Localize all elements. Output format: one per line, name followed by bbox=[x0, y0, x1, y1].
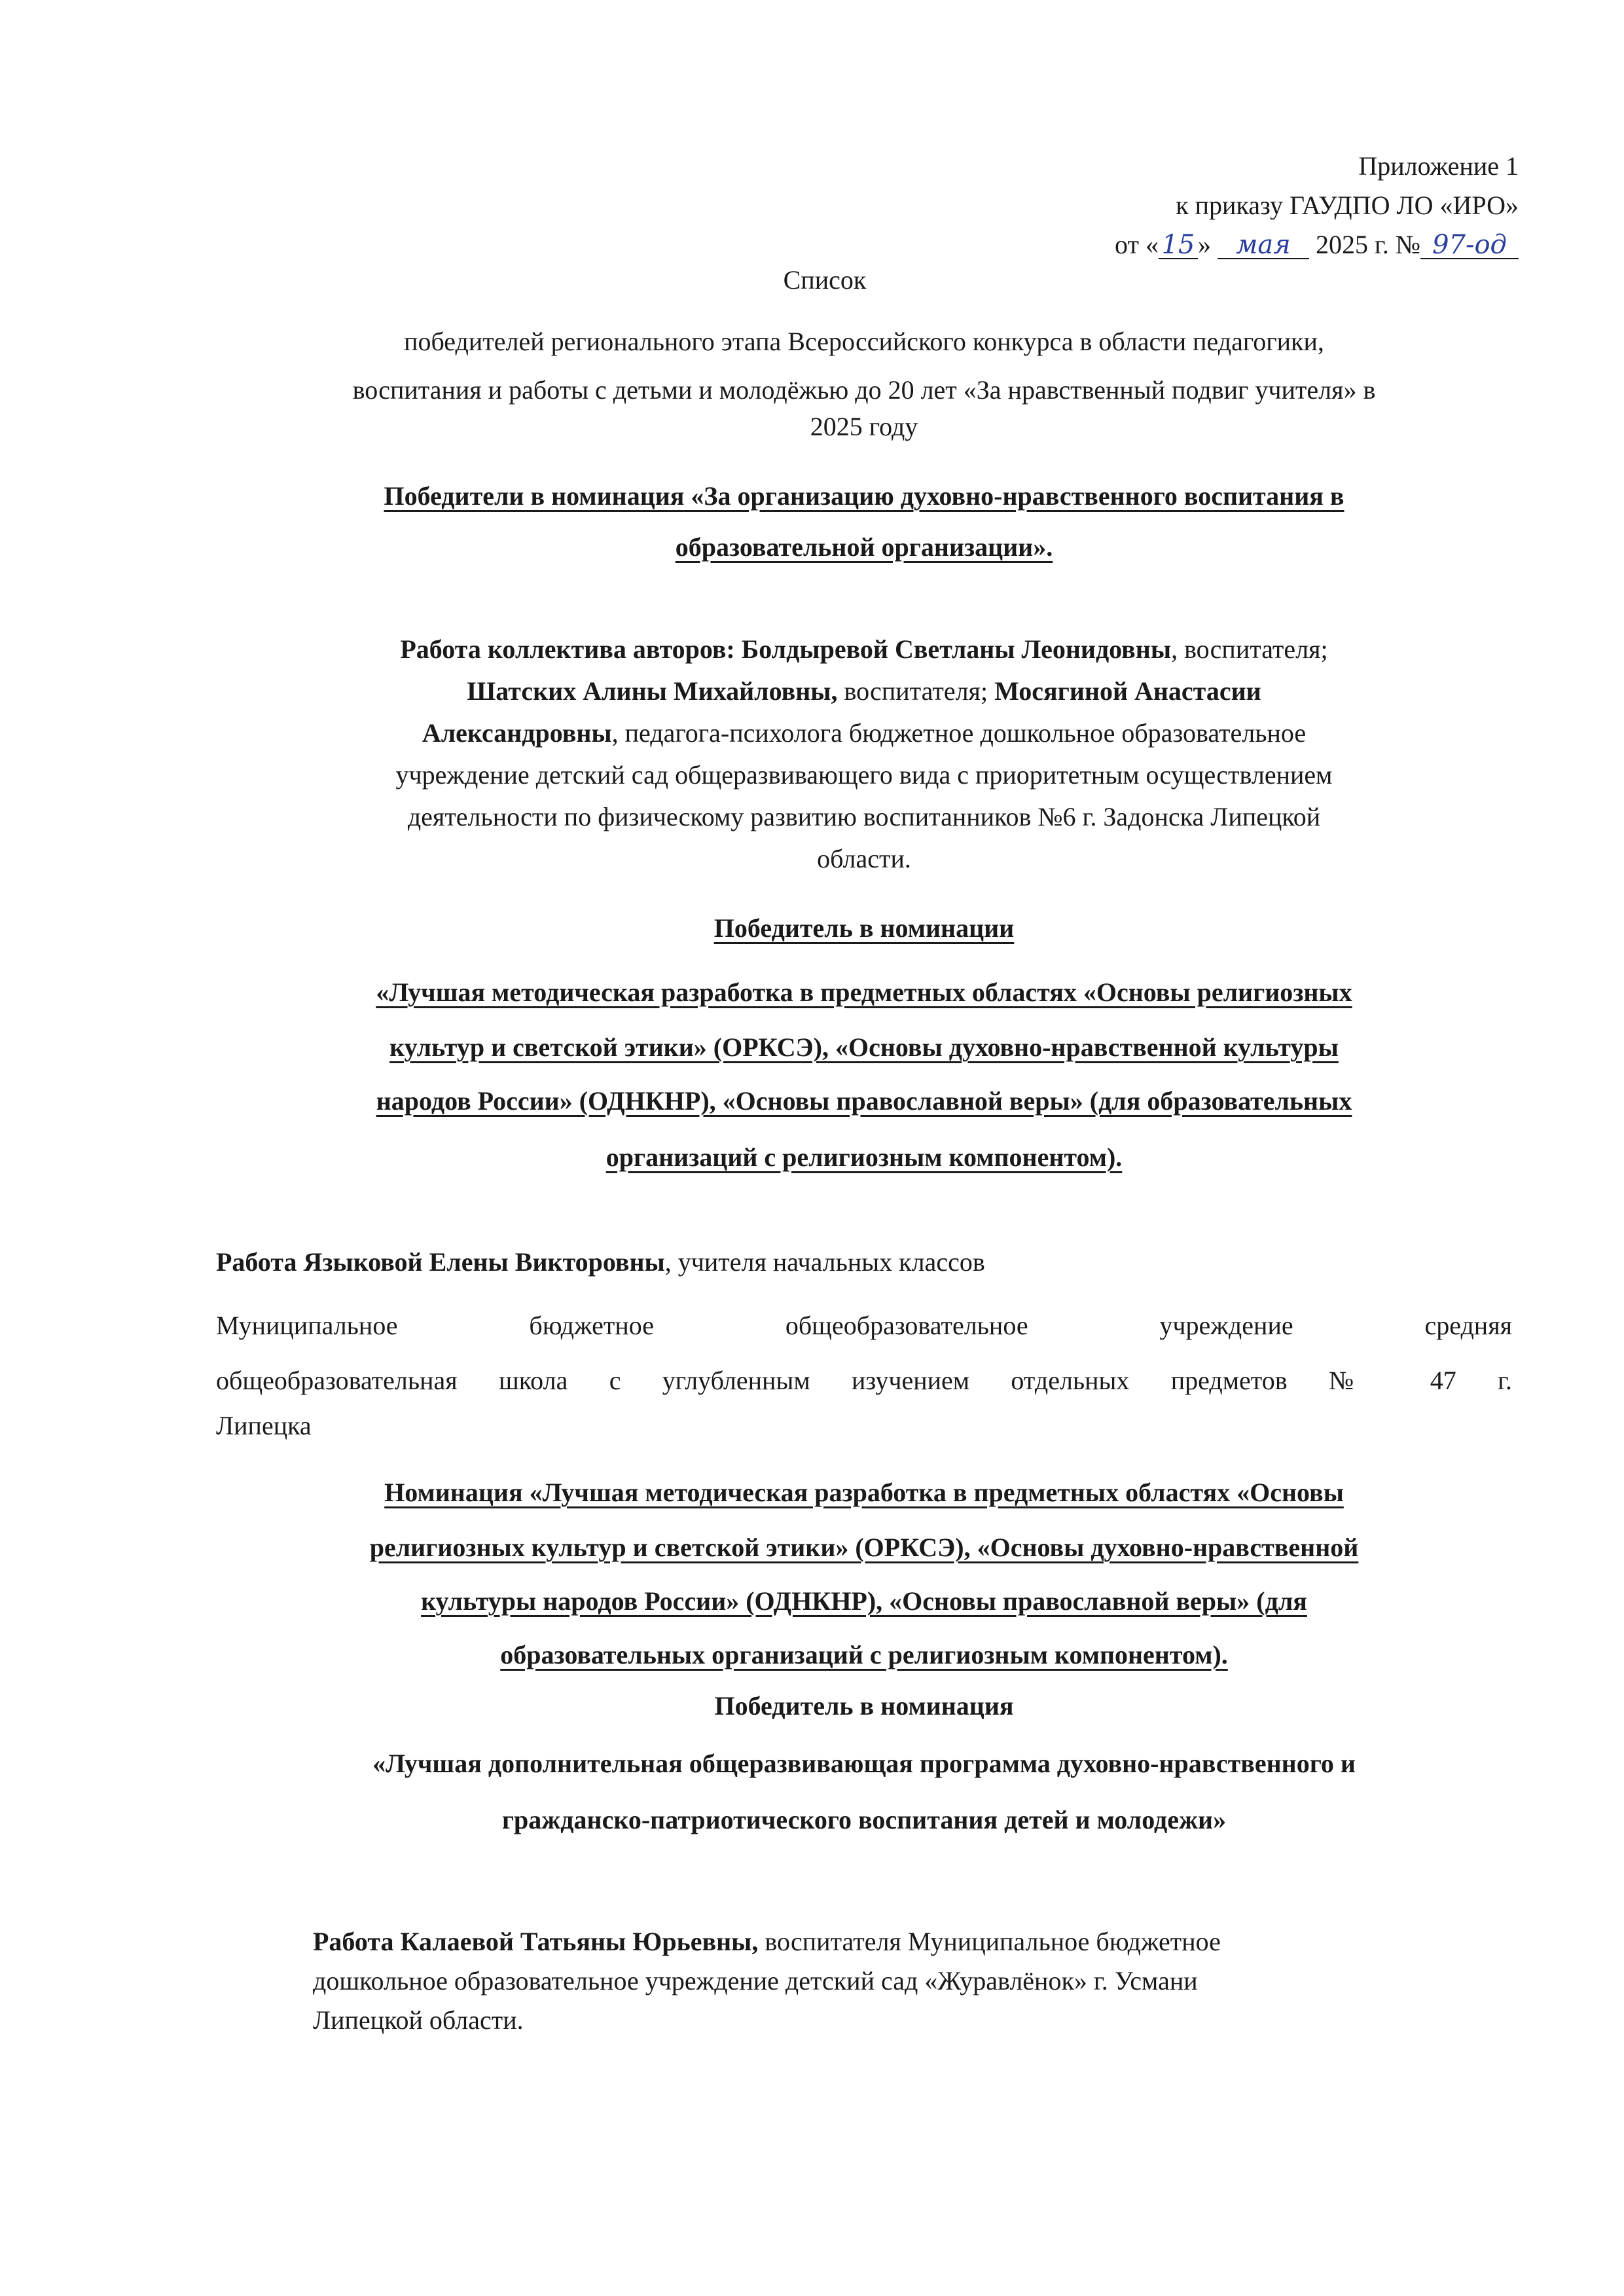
section1-entry-line-6: области. bbox=[817, 844, 911, 873]
section4-heading-line-3: гражданско-патриотического воспитания детей и молодежи» bbox=[501, 1805, 1227, 1834]
date-month-field bbox=[1218, 232, 1309, 259]
subtitle-line-3: 2025 году bbox=[810, 412, 918, 441]
section2-heading-line-3: культур и светской этики» (ОРКСЭ), «Основы духовно-нравственной культуры bbox=[389, 1032, 1339, 1062]
subtitle-line-2: воспитания и работы с детьми и молодёжью до 20 лет «За нравственный подвиг учителя» в bbox=[352, 375, 1376, 405]
section2-heading-line-5: организаций с религиозным компонентом). bbox=[605, 1142, 1123, 1172]
list-title: Список bbox=[783, 265, 867, 295]
section2-entry-line-1: Работа Языковой Елены Викторовны, учителя начальных классов bbox=[216, 1247, 985, 1277]
section2-entry-line-4: Липецка bbox=[216, 1411, 312, 1440]
section1-entry-line-4: учреждение детский сад общеразвивающего вида с приоритетным осуществлением bbox=[395, 760, 1333, 790]
section1-heading-line-2: образовательной организации». bbox=[675, 532, 1053, 562]
section4-entry-line-2: дошкольное образовательное учреждение детский сад «Журавлёнок» г. Усмани bbox=[313, 1966, 1198, 1995]
section4-heading-line-1: Победитель в номинация bbox=[714, 1691, 1014, 1721]
handwritten-number: 97-од bbox=[1432, 230, 1507, 260]
section1-entry-line-1: Работа коллектива авторов: Болдыревой Светланы Леонидовны, воспитателя; bbox=[400, 634, 1328, 664]
date-year: 2025 г. № bbox=[1315, 230, 1420, 259]
section1-heading-line-1: Победители в номинация «За организацию духовно-нравственного воспитания в bbox=[384, 481, 1344, 511]
section1-entry-line-5: деятельности по физическому развитию воспитанников №6 г. Задонска Липецкой bbox=[407, 802, 1321, 831]
section2-entry-line-3: общеобразовательная школа с углубленным изучением отдельных предметов № 47 г. bbox=[216, 1366, 1512, 1395]
date-prefix: от « bbox=[1114, 230, 1159, 259]
section1-entry-line-3: Александровны, педагога-психолога бюджетное дошкольное образовательное bbox=[422, 718, 1307, 748]
subtitle-line-1: победителей регионального этапа Всероссийского конкурса в области педагогики, bbox=[404, 327, 1324, 356]
order-number-field bbox=[1420, 232, 1519, 259]
handwritten-month: мая bbox=[1236, 230, 1291, 260]
date-day-field bbox=[1159, 232, 1198, 259]
date-mid: » bbox=[1197, 230, 1211, 259]
section1-entry-line-2: Шатских Алины Михайловны, воспитателя; Мосягиной Анастасии bbox=[467, 676, 1261, 706]
section4-entry-line-1: Работа Калаевой Татьяны Юрьевны, воспитателя Муниципальное бюджетное bbox=[313, 1927, 1221, 1956]
section3-heading-line-3: культуры народов России» (ОДНКНР), «Основы православной веры» (для bbox=[421, 1586, 1307, 1616]
section3-heading-line-2: религиозных культур и светской этики» (ОРКСЭ), «Основы духовно-нравственной bbox=[369, 1533, 1359, 1562]
section3-heading-line-4: образовательных организаций с религиозным компонентом). bbox=[500, 1640, 1228, 1669]
order-reference: к приказу ГАУДПО ЛО «ИРО» bbox=[1176, 191, 1519, 220]
appendix-label: Приложение 1 bbox=[1358, 151, 1519, 181]
section2-heading-line-1: Победитель в номинации bbox=[713, 913, 1015, 943]
section2-heading-line-2: «Лучшая методическая разработка в предметных областях «Основы религиозных bbox=[376, 977, 1352, 1007]
order-date-line bbox=[995, 228, 1519, 262]
section3-heading-line-1: Номинация «Лучшая методическая разработка в предметных областях «Основы bbox=[384, 1478, 1344, 1507]
handwritten-day: 15 bbox=[1161, 230, 1195, 260]
section2-heading-line-4: народов России» (ОДНКНР), «Основы православной веры» (для образовательных bbox=[376, 1086, 1352, 1116]
section4-entry-line-3: Липецкой области. bbox=[313, 2005, 524, 2035]
section4-heading-line-2: «Лучшая дополнительная общеразвивающая программа духовно-нравственного и bbox=[372, 1749, 1356, 1778]
section2-entry-line-2: Муниципальное бюджетное общеобразовательное учреждение средняя bbox=[216, 1311, 1512, 1340]
